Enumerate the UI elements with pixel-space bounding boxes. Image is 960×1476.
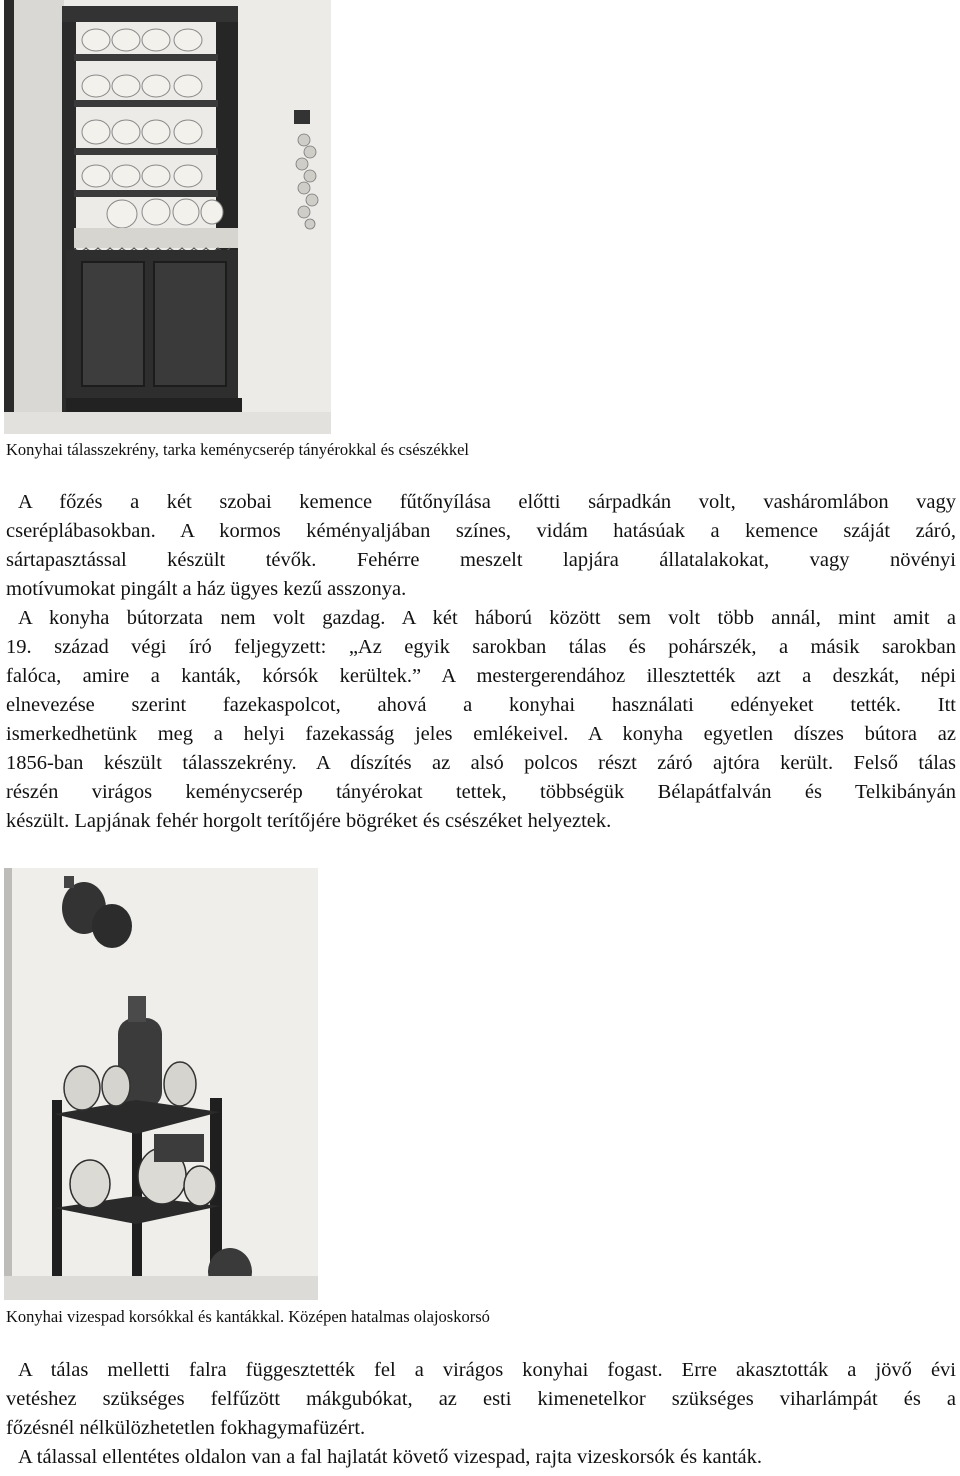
paragraph-water-bench: [6, 1443, 956, 1472]
text-line: falóca, amire a kanták, kórsók kerültek.” A mestergerendához illesztették azt a deszkát, népi: [6, 665, 956, 687]
text-line: sártapasztással készült tévők. Fehérre meszelt lapjára állatalakokat, vagy növényi: [6, 549, 956, 571]
photo-caption-water-bench: Konyhai vizespad korsókkal és kantákkal. Középen hatalmas olajoskorsó: [6, 1307, 490, 1326]
text-line: 1856-ban készült tálasszekrény. A díszítés az alsó polcos részt záró ajtóra került. Felső tálas: [6, 752, 956, 774]
text-line: készült. Lapjának fehér horgolt terítőjére bögréket és csészéket helyeztek.: [6, 810, 612, 832]
kitchen-dresser-photo: [4, 0, 331, 434]
text-line: A tálassal ellentétes oldalon van a fal hajlatát követő vizespad, rajta vizeskorsók és kanták.: [18, 1446, 763, 1468]
text-line: 19. század végi író feljegyzett: „Az egyik sarokban tálas és pohárszék, a másik sarokban: [6, 636, 956, 658]
corner-water-bench-photo: [4, 868, 318, 1300]
text-line: vetéshez szükséges felfűzött mákgubókat, az esti kimenetelkor szükséges viharlámpát és a: [6, 1388, 956, 1410]
paragraph-furniture: [6, 604, 956, 836]
photo-caption-dresser: Konyhai tálasszekrény, tarka keménycserép tányérokkal és csészékkel: [6, 440, 470, 459]
text-line: ismerkedhetünk meg a helyi fazekasság jeles emlékeivel. A konyha egyetlen díszes bútora az: [6, 723, 956, 745]
text-line: cseréplábasokban. A kormos kéményaljában színes, vidám hatásúak a kemence száját záró,: [6, 520, 956, 542]
paragraph-cooking: [6, 488, 956, 604]
text-line: A főzés a két szobai kemence fűtőnyílása előtti sárpadkán volt, vasháromlábon vagy: [18, 491, 956, 513]
paragraph-rack: [6, 1356, 956, 1443]
text-line: elnevezése szerint fazekaspolcot, ahová a konyhai használati edényeket tették. Itt: [6, 694, 956, 716]
text-line: motívumokat pingált a ház ügyes kezű asszonya.: [6, 578, 407, 600]
text-line: részén virágos keménycserép tányérokat tettek, többségük Bélapátfalván és Telkibányán: [6, 781, 956, 803]
text-line: főzésnél nélkülözhetetlen fokhagymafüzért.: [6, 1417, 366, 1439]
text-line: A konyha bútorzata nem volt gazdag. A két háború között sem volt több annál, mint amit a: [18, 607, 956, 629]
text-line: A tálas melletti falra függesztették fel a virágos konyhai fogast. Erre akasztották a jövő évi: [18, 1359, 956, 1381]
